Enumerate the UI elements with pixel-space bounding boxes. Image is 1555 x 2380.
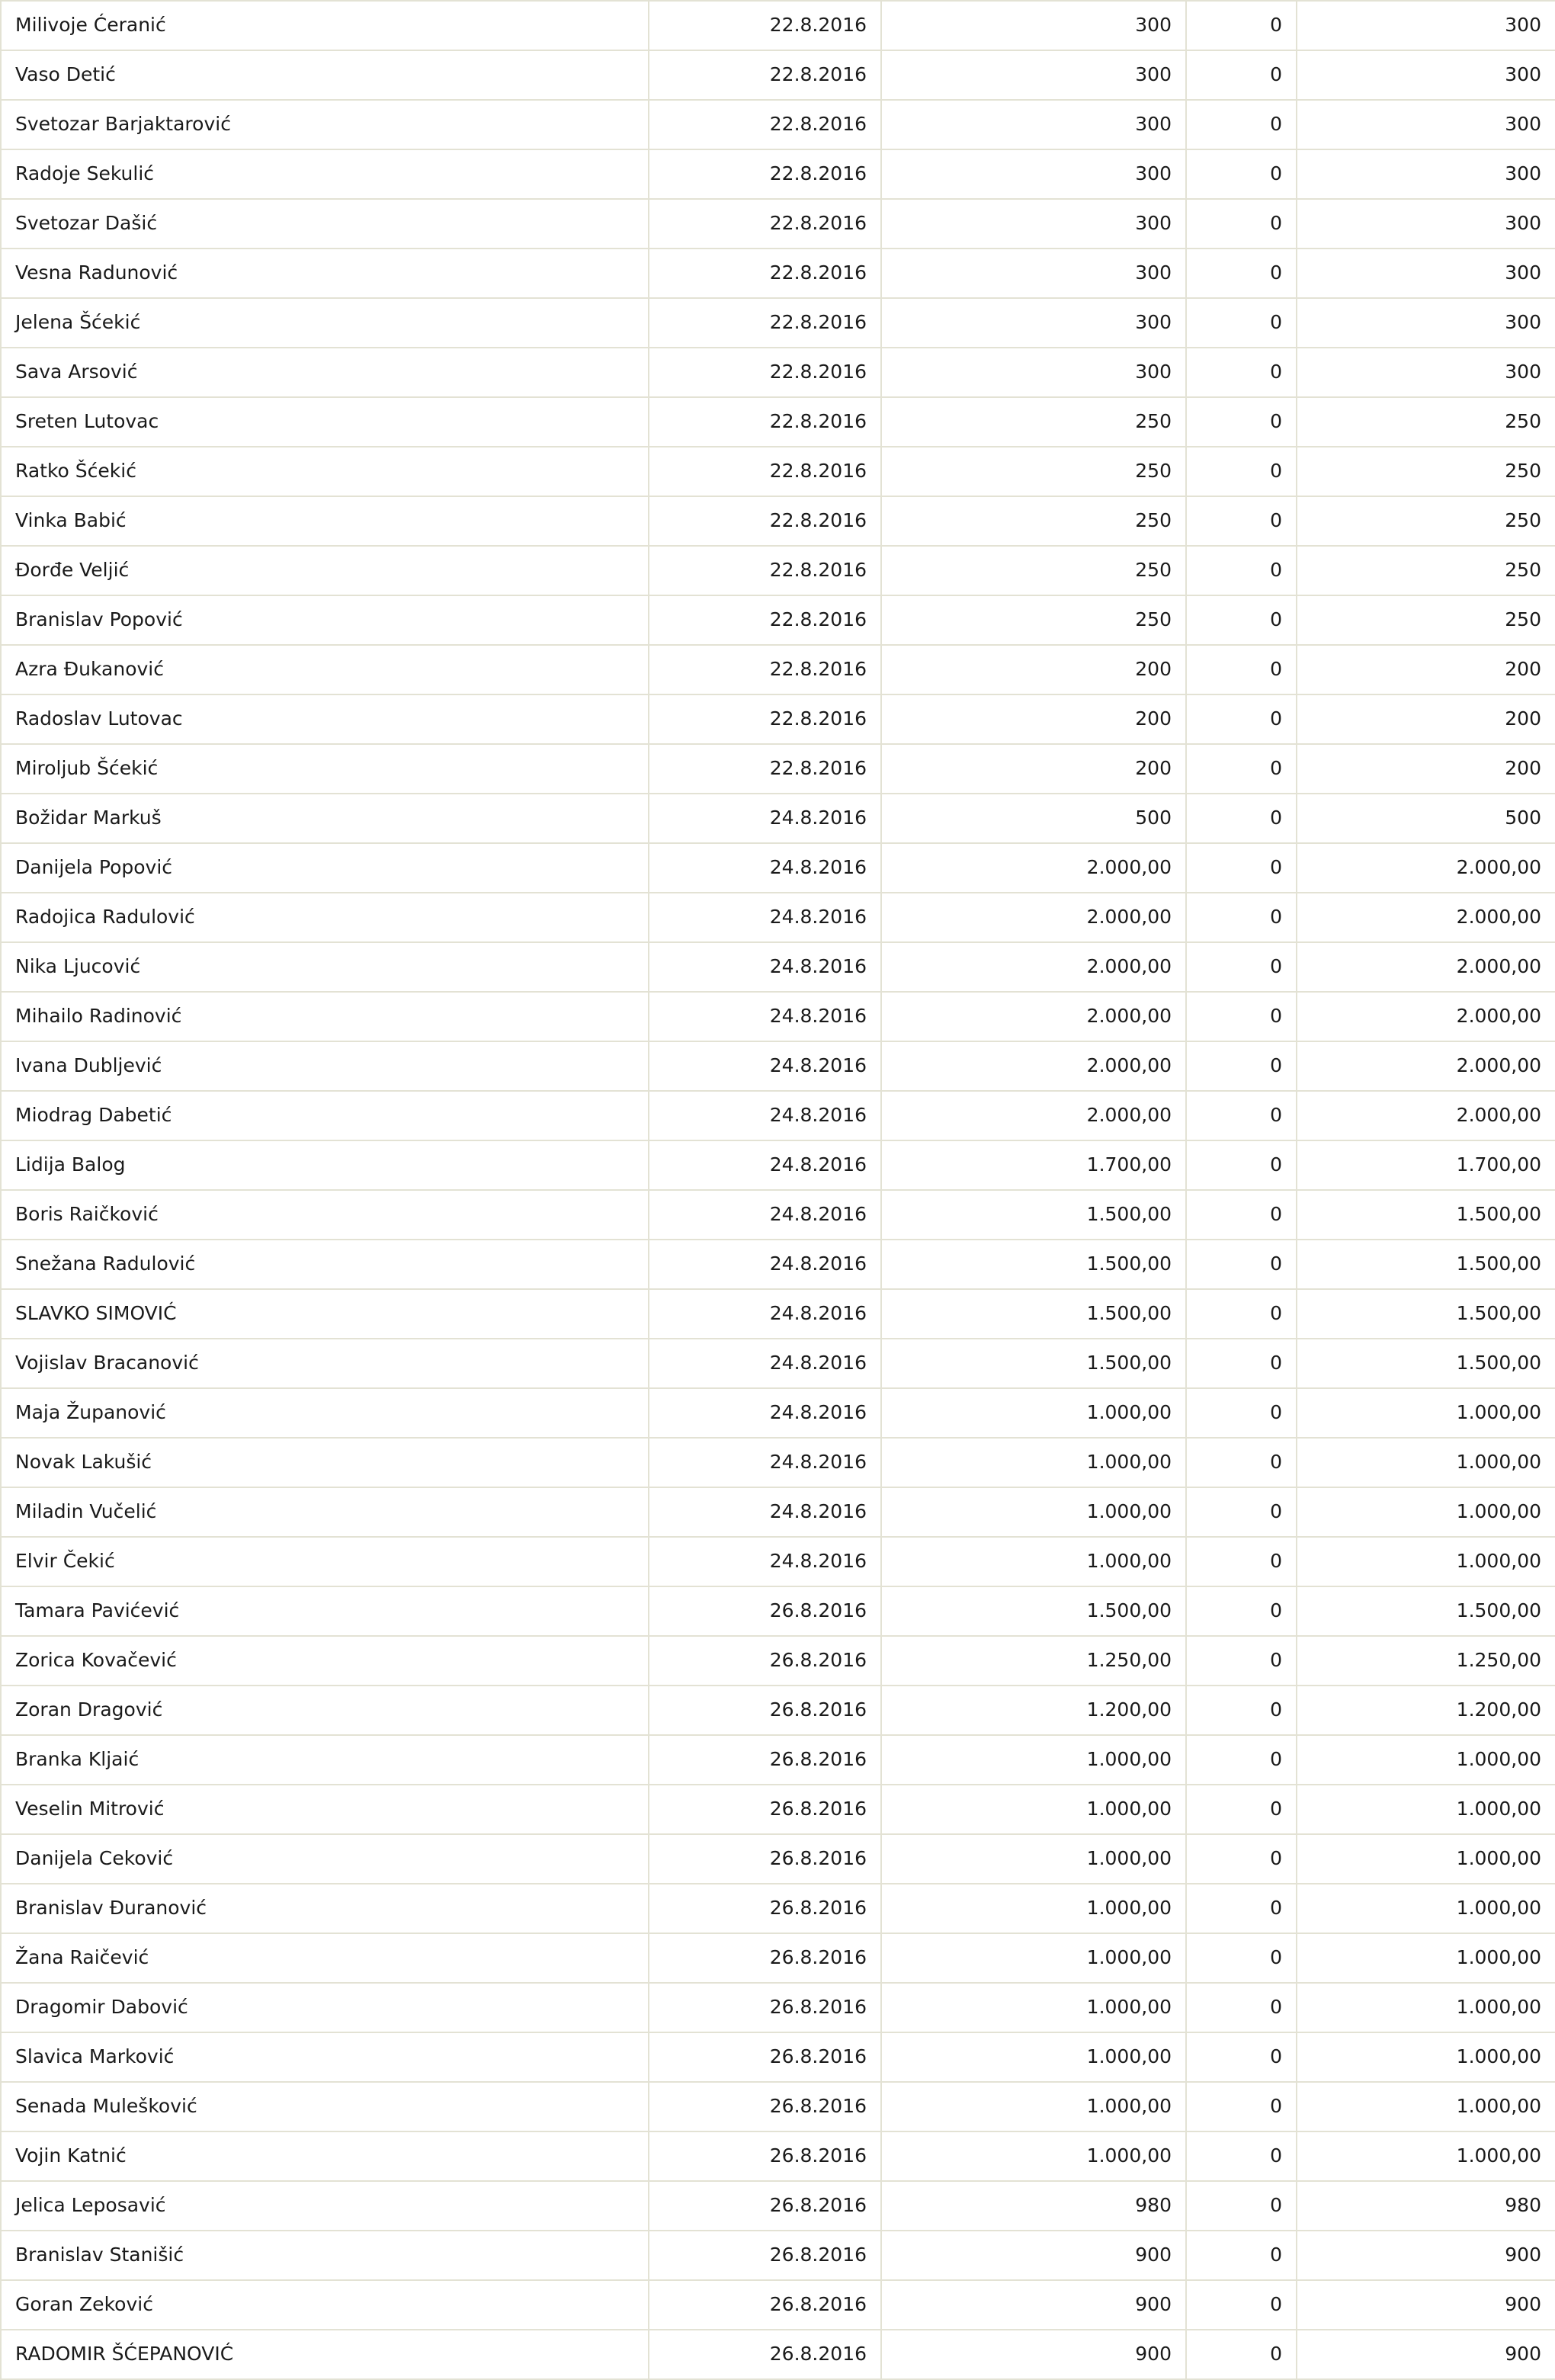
table-row [1,2131,1555,2181]
cell-zero: 0 [1186,645,1297,694]
cell-amount: 1.700,00 [881,1140,1186,1190]
table-row [1,1091,1555,1140]
table-row [1,1487,1555,1537]
cell-zero: 0 [1186,942,1297,992]
cell-zero: 0 [1186,546,1297,595]
cell-total: 900 [1297,2280,1555,2330]
cell-donor-name: Vojislav Bracanović [1,1339,649,1388]
cell-date: 26.8.2016 [649,2082,881,2131]
cell-amount: 900 [881,2330,1186,2379]
table-row [1,2231,1555,2280]
cell-zero: 0 [1186,1388,1297,1438]
cell-total: 300 [1297,149,1555,199]
table-row [1,199,1555,249]
cell-date: 26.8.2016 [649,1735,881,1785]
cell-amount: 1.000,00 [881,1983,1186,2032]
cell-amount: 500 [881,794,1186,843]
cell-zero: 0 [1186,794,1297,843]
cell-donor-name: Goran Zeković [1,2280,649,2330]
cell-total: 2.000,00 [1297,893,1555,942]
cell-date: 24.8.2016 [649,794,881,843]
cell-zero: 0 [1186,1091,1297,1140]
cell-zero: 0 [1186,199,1297,249]
table-row [1,397,1555,447]
cell-date: 24.8.2016 [649,1339,881,1388]
cell-total: 250 [1297,397,1555,447]
cell-donor-name: Miroljub Šćekić [1,744,649,794]
cell-zero: 0 [1186,249,1297,298]
cell-total: 900 [1297,2231,1555,2280]
cell-donor-name: Radoslav Lutovac [1,694,649,744]
cell-total: 200 [1297,645,1555,694]
cell-total: 250 [1297,447,1555,496]
table-row [1,1884,1555,1933]
cell-donor-name: Ratko Šćekić [1,447,649,496]
table-row [1,1388,1555,1438]
cell-amount: 200 [881,645,1186,694]
cell-date: 24.8.2016 [649,1041,881,1091]
cell-total: 2.000,00 [1297,843,1555,893]
table-row [1,645,1555,694]
cell-amount: 300 [881,1,1186,50]
cell-donor-name: Vojin Katnić [1,2131,649,2181]
cell-total: 300 [1297,199,1555,249]
cell-total: 300 [1297,298,1555,348]
cell-amount: 1.250,00 [881,1636,1186,1686]
cell-date: 22.8.2016 [649,149,881,199]
cell-amount: 2.000,00 [881,893,1186,942]
cell-amount: 1.500,00 [881,1586,1186,1636]
cell-donor-name: RADOMIR ŠĆEPANOVIĆ [1,2330,649,2379]
table-row [1,1735,1555,1785]
cell-amount: 2.000,00 [881,942,1186,992]
table-row [1,992,1555,1041]
cell-zero: 0 [1186,1,1297,50]
cell-total: 1.000,00 [1297,1487,1555,1537]
cell-date: 24.8.2016 [649,992,881,1041]
cell-donor-name: Jelica Leposavić [1,2181,649,2231]
cell-donor-name: Tamara Pavićević [1,1586,649,1636]
cell-zero: 0 [1186,1933,1297,1983]
cell-total: 1.700,00 [1297,1140,1555,1190]
cell-date: 22.8.2016 [649,496,881,546]
cell-zero: 0 [1186,893,1297,942]
cell-zero: 0 [1186,1289,1297,1339]
cell-zero: 0 [1186,1834,1297,1884]
cell-amount: 250 [881,546,1186,595]
cell-donor-name: SLAVKO SIMOVIĆ [1,1289,649,1339]
cell-total: 2.000,00 [1297,992,1555,1041]
cell-total: 1.500,00 [1297,1339,1555,1388]
cell-total: 1.000,00 [1297,1537,1555,1586]
cell-zero: 0 [1186,1041,1297,1091]
cell-donor-name: Svetozar Barjaktarović [1,100,649,149]
cell-total: 300 [1297,348,1555,397]
cell-amount: 1.000,00 [881,1933,1186,1983]
cell-zero: 0 [1186,2330,1297,2379]
table-row [1,1140,1555,1190]
cell-date: 24.8.2016 [649,1537,881,1586]
table-row [1,50,1555,100]
cell-donor-name: Branka Kljaić [1,1735,649,1785]
cell-zero: 0 [1186,1339,1297,1388]
cell-amount: 300 [881,298,1186,348]
cell-donor-name: Danijela Ceković [1,1834,649,1884]
cell-date: 24.8.2016 [649,1190,881,1240]
cell-donor-name: Žana Raičević [1,1933,649,1983]
cell-date: 22.8.2016 [649,50,881,100]
cell-total: 1.000,00 [1297,1438,1555,1487]
cell-total: 1.000,00 [1297,2082,1555,2131]
cell-donor-name: Božidar Markuš [1,794,649,843]
table-row [1,1785,1555,1834]
table-row [1,1834,1555,1884]
cell-amount: 300 [881,100,1186,149]
cell-donor-name: Ivana Dubljević [1,1041,649,1091]
cell-donor-name: Sreten Lutovac [1,397,649,447]
cell-amount: 900 [881,2280,1186,2330]
cell-amount: 1.000,00 [881,2131,1186,2181]
table-row [1,893,1555,942]
cell-total: 1.000,00 [1297,1785,1555,1834]
table-row [1,1,1555,50]
cell-amount: 300 [881,149,1186,199]
cell-amount: 1.000,00 [881,2082,1186,2131]
cell-zero: 0 [1186,1983,1297,2032]
cell-donor-name: Đorđe Veljić [1,546,649,595]
cell-amount: 300 [881,50,1186,100]
cell-date: 22.8.2016 [649,1,881,50]
cell-total: 1.500,00 [1297,1289,1555,1339]
cell-amount: 1.500,00 [881,1339,1186,1388]
table-row [1,149,1555,199]
cell-date: 24.8.2016 [649,1091,881,1140]
cell-amount: 300 [881,249,1186,298]
cell-donor-name: Veselin Mitrović [1,1785,649,1834]
cell-total: 1.500,00 [1297,1190,1555,1240]
cell-date: 24.8.2016 [649,1487,881,1537]
cell-zero: 0 [1186,1438,1297,1487]
cell-zero: 0 [1186,2280,1297,2330]
cell-donor-name: Nika Ljucović [1,942,649,992]
cell-amount: 250 [881,397,1186,447]
cell-date: 26.8.2016 [649,1834,881,1884]
cell-donor-name: Vesna Radunović [1,249,649,298]
table-row [1,2082,1555,2131]
table-row [1,1190,1555,1240]
table-row [1,1240,1555,1289]
cell-total: 2.000,00 [1297,942,1555,992]
cell-donor-name: Zoran Dragović [1,1686,649,1735]
cell-amount: 250 [881,447,1186,496]
cell-total: 2.000,00 [1297,1091,1555,1140]
cell-donor-name: Snežana Radulović [1,1240,649,1289]
cell-zero: 0 [1186,843,1297,893]
cell-zero: 0 [1186,744,1297,794]
cell-donor-name: Boris Raičković [1,1190,649,1240]
cell-date: 22.8.2016 [649,645,881,694]
cell-amount: 980 [881,2181,1186,2231]
cell-total: 1.000,00 [1297,1983,1555,2032]
table-row [1,298,1555,348]
cell-zero: 0 [1186,1735,1297,1785]
table-row [1,1586,1555,1636]
cell-zero: 0 [1186,992,1297,1041]
cell-date: 22.8.2016 [649,595,881,645]
cell-date: 26.8.2016 [649,2181,881,2231]
table-row [1,546,1555,595]
cell-amount: 1.000,00 [881,1487,1186,1537]
cell-total: 1.250,00 [1297,1636,1555,1686]
cell-donor-name: Zorica Kovačević [1,1636,649,1686]
cell-total: 980 [1297,2181,1555,2231]
cell-zero: 0 [1186,694,1297,744]
cell-zero: 0 [1186,298,1297,348]
cell-total: 1.000,00 [1297,1388,1555,1438]
cell-amount: 2.000,00 [881,1091,1186,1140]
cell-date: 22.8.2016 [649,397,881,447]
cell-zero: 0 [1186,2181,1297,2231]
cell-donor-name: Radojica Radulović [1,893,649,942]
cell-donor-name: Mihailo Radinović [1,992,649,1041]
cell-donor-name: Branislav Stanišić [1,2231,649,2280]
cell-donor-name: Branislav Đuranović [1,1884,649,1933]
cell-zero: 0 [1186,1586,1297,1636]
cell-zero: 0 [1186,397,1297,447]
cell-total: 1.000,00 [1297,1933,1555,1983]
cell-total: 1.200,00 [1297,1686,1555,1735]
cell-amount: 1.000,00 [881,1884,1186,1933]
cell-total: 1.000,00 [1297,1834,1555,1884]
cell-total: 200 [1297,744,1555,794]
table-row [1,1339,1555,1388]
cell-zero: 0 [1186,2082,1297,2131]
cell-donor-name: Azra Đukanović [1,645,649,694]
cell-donor-name: Vaso Detić [1,50,649,100]
table-row [1,2032,1555,2082]
cell-total: 250 [1297,595,1555,645]
table-row [1,595,1555,645]
cell-date: 26.8.2016 [649,1884,881,1933]
cell-zero: 0 [1186,2131,1297,2181]
cell-amount: 250 [881,496,1186,546]
cell-zero: 0 [1186,2032,1297,2082]
cell-date: 24.8.2016 [649,1289,881,1339]
table-row [1,1686,1555,1735]
cell-total: 1.000,00 [1297,2131,1555,2181]
table-row [1,1933,1555,1983]
cell-zero: 0 [1186,447,1297,496]
table-row [1,1636,1555,1686]
cell-donor-name: Novak Lakušić [1,1438,649,1487]
table-row [1,348,1555,397]
cell-total: 1.000,00 [1297,1884,1555,1933]
table-row [1,1041,1555,1091]
cell-zero: 0 [1186,2231,1297,2280]
cell-zero: 0 [1186,100,1297,149]
cell-donor-name: Danijela Popović [1,843,649,893]
cell-zero: 0 [1186,496,1297,546]
cell-total: 1.000,00 [1297,2032,1555,2082]
cell-amount: 1.200,00 [881,1686,1186,1735]
cell-total: 2.000,00 [1297,1041,1555,1091]
table-body [1,1,1555,2379]
cell-date: 26.8.2016 [649,1933,881,1983]
cell-date: 24.8.2016 [649,942,881,992]
cell-amount: 1.500,00 [881,1240,1186,1289]
cell-date: 26.8.2016 [649,1586,881,1636]
cell-date: 22.8.2016 [649,100,881,149]
cell-amount: 200 [881,744,1186,794]
cell-total: 1.500,00 [1297,1586,1555,1636]
cell-donor-name: Maja Županović [1,1388,649,1438]
cell-zero: 0 [1186,1686,1297,1735]
cell-amount: 900 [881,2231,1186,2280]
cell-donor-name: Jelena Šćekić [1,298,649,348]
table-row [1,2280,1555,2330]
table-row [1,1438,1555,1487]
cell-zero: 0 [1186,149,1297,199]
cell-total: 250 [1297,546,1555,595]
cell-total: 1.500,00 [1297,1240,1555,1289]
cell-date: 26.8.2016 [649,2032,881,2082]
cell-date: 24.8.2016 [649,1140,881,1190]
cell-zero: 0 [1186,348,1297,397]
cell-donor-name: Sava Arsović [1,348,649,397]
table-row [1,694,1555,744]
cell-donor-name: Milivoje Ćeranić [1,1,649,50]
cell-date: 22.8.2016 [649,199,881,249]
cell-total: 300 [1297,100,1555,149]
cell-amount: 1.000,00 [881,1438,1186,1487]
cell-date: 26.8.2016 [649,1636,881,1686]
cell-amount: 200 [881,694,1186,744]
table-row [1,100,1555,149]
cell-zero: 0 [1186,595,1297,645]
cell-date: 26.8.2016 [649,2330,881,2379]
table-row [1,744,1555,794]
cell-amount: 1.000,00 [881,1388,1186,1438]
cell-date: 26.8.2016 [649,1785,881,1834]
cell-date: 26.8.2016 [649,2280,881,2330]
cell-zero: 0 [1186,1785,1297,1834]
cell-amount: 1.500,00 [881,1190,1186,1240]
cell-date: 22.8.2016 [649,694,881,744]
cell-zero: 0 [1186,1190,1297,1240]
table-row [1,942,1555,992]
cell-donor-name: Slavica Marković [1,2032,649,2082]
cell-date: 26.8.2016 [649,2131,881,2181]
cell-date: 24.8.2016 [649,893,881,942]
cell-donor-name: Vinka Babić [1,496,649,546]
cell-date: 22.8.2016 [649,546,881,595]
cell-zero: 0 [1186,1140,1297,1190]
cell-amount: 2.000,00 [881,1041,1186,1091]
cell-total: 500 [1297,794,1555,843]
cell-date: 26.8.2016 [649,1686,881,1735]
cell-donor-name: Lidija Balog [1,1140,649,1190]
cell-date: 24.8.2016 [649,1438,881,1487]
table-row [1,1289,1555,1339]
cell-amount: 2.000,00 [881,843,1186,893]
cell-amount: 1.000,00 [881,1834,1186,1884]
cell-amount: 1.000,00 [881,2032,1186,2082]
cell-donor-name: Miodrag Dabetić [1,1091,649,1140]
table-row [1,794,1555,843]
table-row [1,2330,1555,2379]
cell-date: 22.8.2016 [649,744,881,794]
cell-total: 1.000,00 [1297,1735,1555,1785]
cell-amount: 2.000,00 [881,992,1186,1041]
cell-zero: 0 [1186,50,1297,100]
cell-donor-name: Dragomir Dabović [1,1983,649,2032]
cell-date: 26.8.2016 [649,1983,881,2032]
cell-date: 22.8.2016 [649,249,881,298]
cell-zero: 0 [1186,1884,1297,1933]
cell-total: 900 [1297,2330,1555,2379]
cell-amount: 300 [881,348,1186,397]
cell-amount: 300 [881,199,1186,249]
table-row [1,1983,1555,2032]
cell-zero: 0 [1186,1636,1297,1686]
cell-amount: 1.500,00 [881,1289,1186,1339]
cell-date: 22.8.2016 [649,298,881,348]
table-row [1,1537,1555,1586]
cell-date: 22.8.2016 [649,348,881,397]
cell-donor-name: Svetozar Dašić [1,199,649,249]
cell-total: 300 [1297,50,1555,100]
cell-date: 24.8.2016 [649,1240,881,1289]
cell-date: 26.8.2016 [649,2231,881,2280]
cell-total: 300 [1297,249,1555,298]
cell-donor-name: Miladin Vučelić [1,1487,649,1537]
cell-zero: 0 [1186,1537,1297,1586]
cell-donor-name: Senada Mulešković [1,2082,649,2131]
cell-amount: 1.000,00 [881,1785,1186,1834]
cell-amount: 1.000,00 [881,1537,1186,1586]
table-row [1,843,1555,893]
cell-zero: 0 [1186,1240,1297,1289]
table-row [1,249,1555,298]
cell-zero: 0 [1186,1487,1297,1537]
cell-total: 200 [1297,694,1555,744]
cell-total: 250 [1297,496,1555,546]
cell-donor-name: Radoje Sekulić [1,149,649,199]
table-row [1,2181,1555,2231]
cell-amount: 250 [881,595,1186,645]
cell-amount: 1.000,00 [881,1735,1186,1785]
table-row [1,496,1555,546]
cell-donor-name: Elvir Čekić [1,1537,649,1586]
cell-date: 22.8.2016 [649,447,881,496]
cell-donor-name: Branislav Popović [1,595,649,645]
cell-total: 300 [1297,1,1555,50]
cell-date: 24.8.2016 [649,1388,881,1438]
table-row [1,447,1555,496]
cell-date: 24.8.2016 [649,843,881,893]
